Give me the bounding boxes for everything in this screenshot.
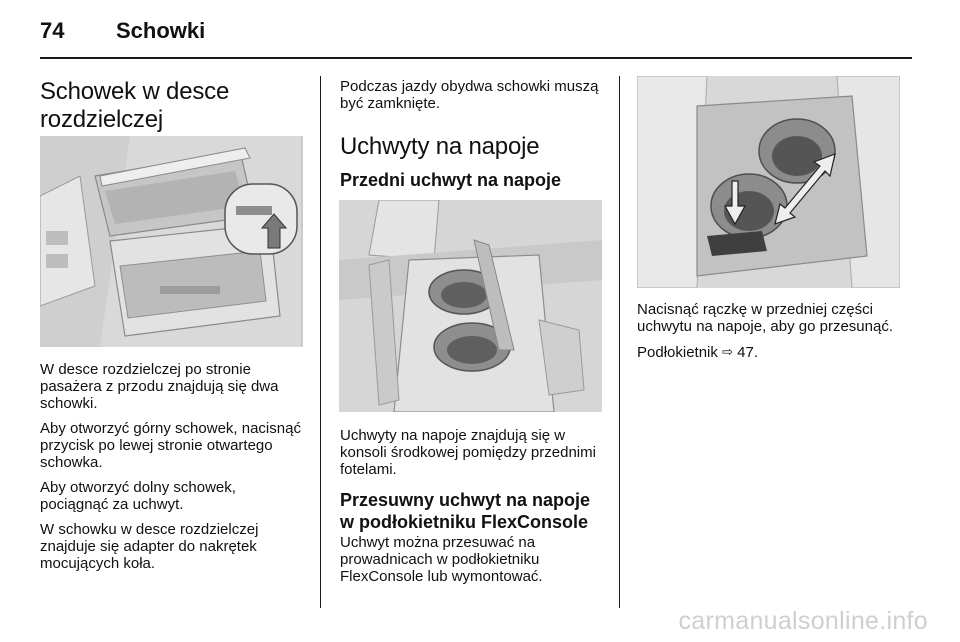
column-glovebox xyxy=(40,78,302,133)
subheading-flexconsole: Przesuwny uchwyt na napoje w podłokietniku FlexConsole xyxy=(340,490,591,532)
page-title: Schowki xyxy=(116,18,206,43)
watermark: carmanualsonline.info xyxy=(678,607,928,635)
armrest-reference xyxy=(637,343,903,361)
glovebox-paragraph: Aby otworzyć górny schowek, nacisnąć przycisk po lewej stronie otwartego schowka. xyxy=(40,420,301,471)
flexconsole-paragraph: Uchwyt można przesuwać na prowadnicach w podłokietniku FlexConsole lub wymontować. xyxy=(340,534,543,586)
glovebox-paragraph: W desce rozdzielczej po stronie pasażera z przodu znajdują się dwa schowki. xyxy=(40,361,279,412)
column-cupholders xyxy=(340,78,606,191)
flexconsole-text xyxy=(637,301,903,361)
subheading-front-cupholder: Przedni uchwyt na napoje xyxy=(340,169,562,190)
flexconsole-illustration xyxy=(637,76,900,288)
section-heading-cupholders: Uchwyty na napoje xyxy=(340,133,540,160)
column-divider xyxy=(619,76,620,608)
intro-paragraph: Podczas jazdy obydwa schowki muszą być zamknięte. xyxy=(340,78,599,112)
flexconsole-instruction: Nacisnąć rączkę w przedniej części uchwytu na napoje, aby go przesunąć. xyxy=(637,301,894,335)
front-cupholder-paragraph: Uchwyty na napoje znajdują się w konsoli środkowej pomiędzy przednimi fotelami. xyxy=(340,427,596,478)
page-number: 74 xyxy=(40,18,65,43)
cupholder-text xyxy=(340,427,606,585)
glovebox-paragraph: W schowku w desce rozdzielczej znajduje się adapter do nakrętek mocujących koła. xyxy=(40,521,259,572)
header-rule xyxy=(40,57,912,59)
page-header xyxy=(40,18,910,50)
armrest-reference-page[interactable]: 47. xyxy=(737,344,758,361)
section-heading-glovebox: Schowek w desce rozdzielczej xyxy=(40,78,230,133)
glovebox-text xyxy=(40,361,306,572)
page-reference-icon: ⇨ xyxy=(722,344,733,359)
glovebox-illustration xyxy=(40,136,303,347)
front-cupholder-illustration xyxy=(339,200,602,412)
column-divider xyxy=(320,76,321,608)
glovebox-paragraph: Aby otworzyć dolny schowek, pociągnąć za uchwyt. xyxy=(40,479,236,513)
armrest-reference-text: Podłokietnik xyxy=(637,344,718,361)
